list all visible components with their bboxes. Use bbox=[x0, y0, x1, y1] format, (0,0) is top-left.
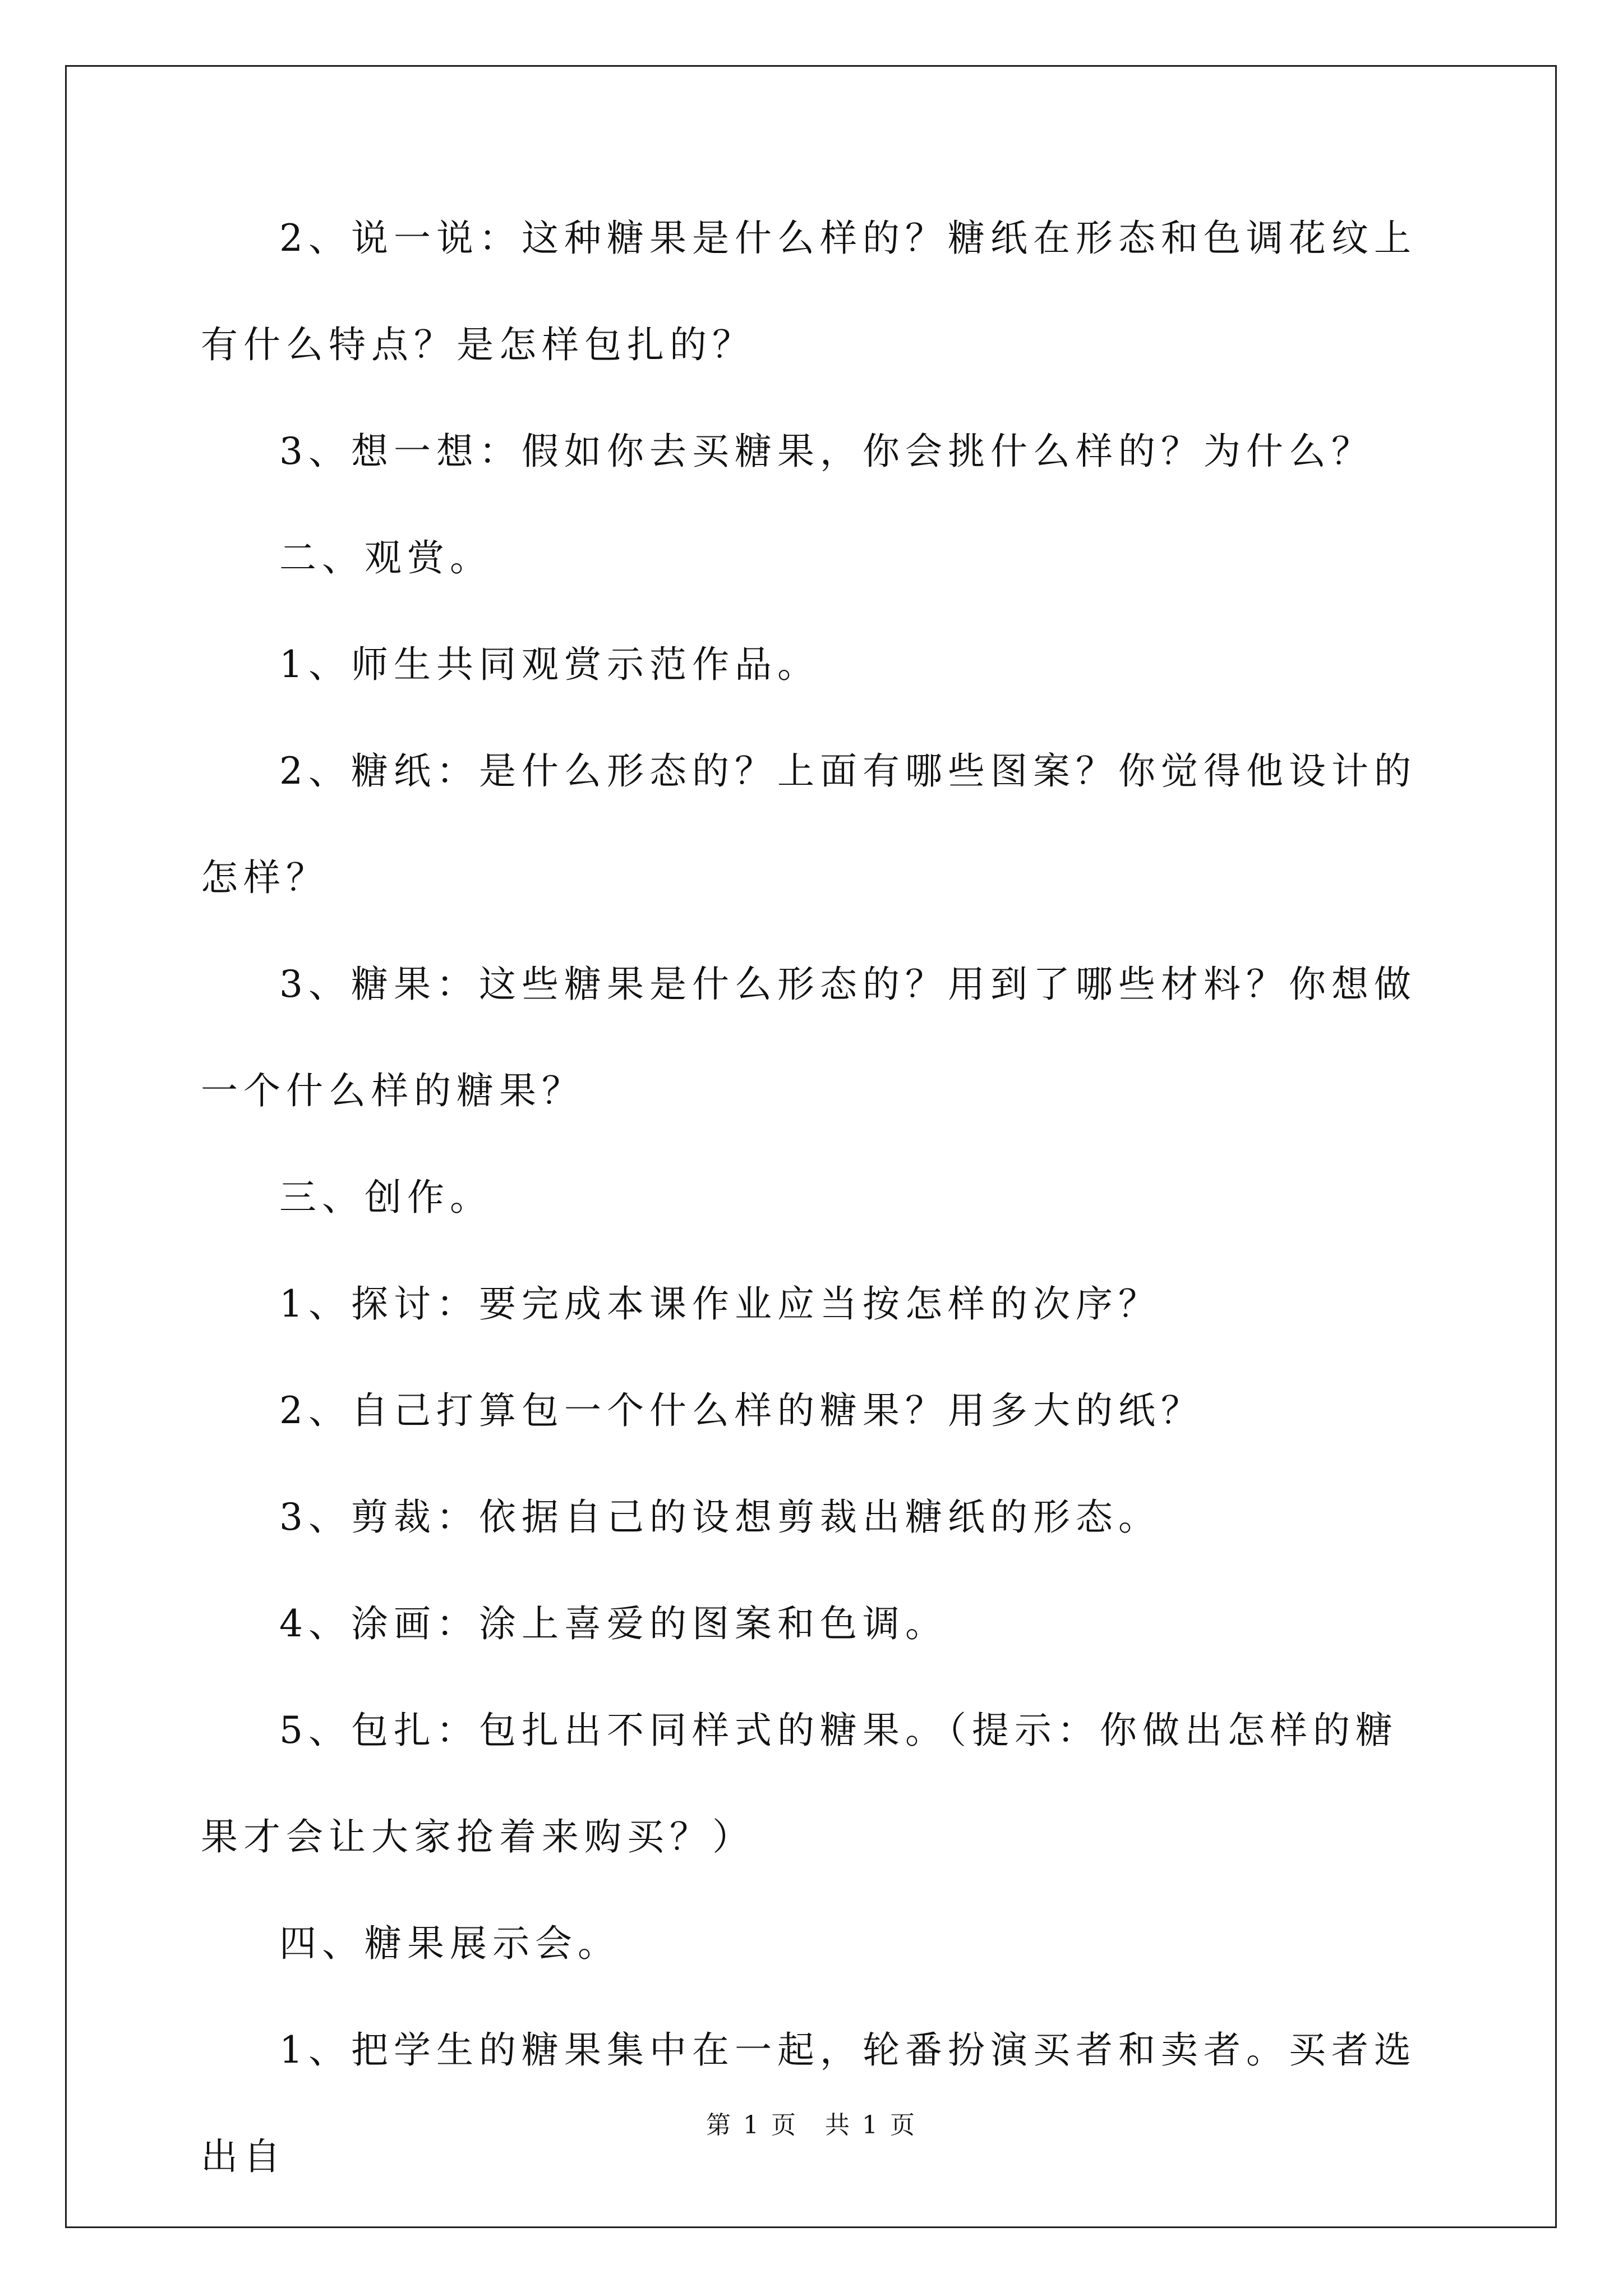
section-heading: 四、糖果展示会。 bbox=[279, 1922, 620, 1965]
paragraph: 2、自己打算包一个什么样的糖果？用多大的纸？ bbox=[279, 1389, 1204, 1432]
paragraph: 3、糖果：这些糖果是什么形态的？用到了哪些材料？你想做一个什么样的糖果？ bbox=[201, 963, 1417, 1112]
paragraph: 1、把学生的糖果集中在一起，轮番扮演买者和卖者。买者选出自 bbox=[201, 2028, 1417, 2178]
paragraph: 2、说一说：这种糖果是什么样的？糖纸在形态和色调花纹上有什么特点？是怎样包扎的？ bbox=[201, 217, 1417, 366]
page-footer: 第 1 页 共 1 页 bbox=[706, 2111, 917, 2139]
paragraph: 4、涂画：涂上喜爱的图案和色调。 bbox=[279, 1602, 948, 1645]
paragraph: 3、想一想：假如你去买糖果，你会挑什么样的？为什么？ bbox=[279, 430, 1374, 473]
paragraph: 2、糖纸：是什么形态的？上面有哪些图案？你觉得他设计的怎样？ bbox=[201, 749, 1417, 899]
paragraph: 1、师生共同观赏示范作品。 bbox=[279, 643, 820, 686]
document-body bbox=[201, 185, 1435, 2210]
section-heading: 三、创作。 bbox=[279, 1176, 492, 1219]
paragraph: 1、探讨：要完成本课作业应当按怎样的次序？ bbox=[279, 1282, 1161, 1326]
paragraph: 5、包扎：包扎出不同样式的糖果。（提示：你做出怎样的糖果才会让大家抢着来购买？） bbox=[201, 1709, 1398, 1858]
paragraph: 3、剪裁：依据自己的设想剪裁出糖纸的形态。 bbox=[279, 1496, 1161, 1539]
section-heading: 二、观赏。 bbox=[279, 536, 492, 579]
